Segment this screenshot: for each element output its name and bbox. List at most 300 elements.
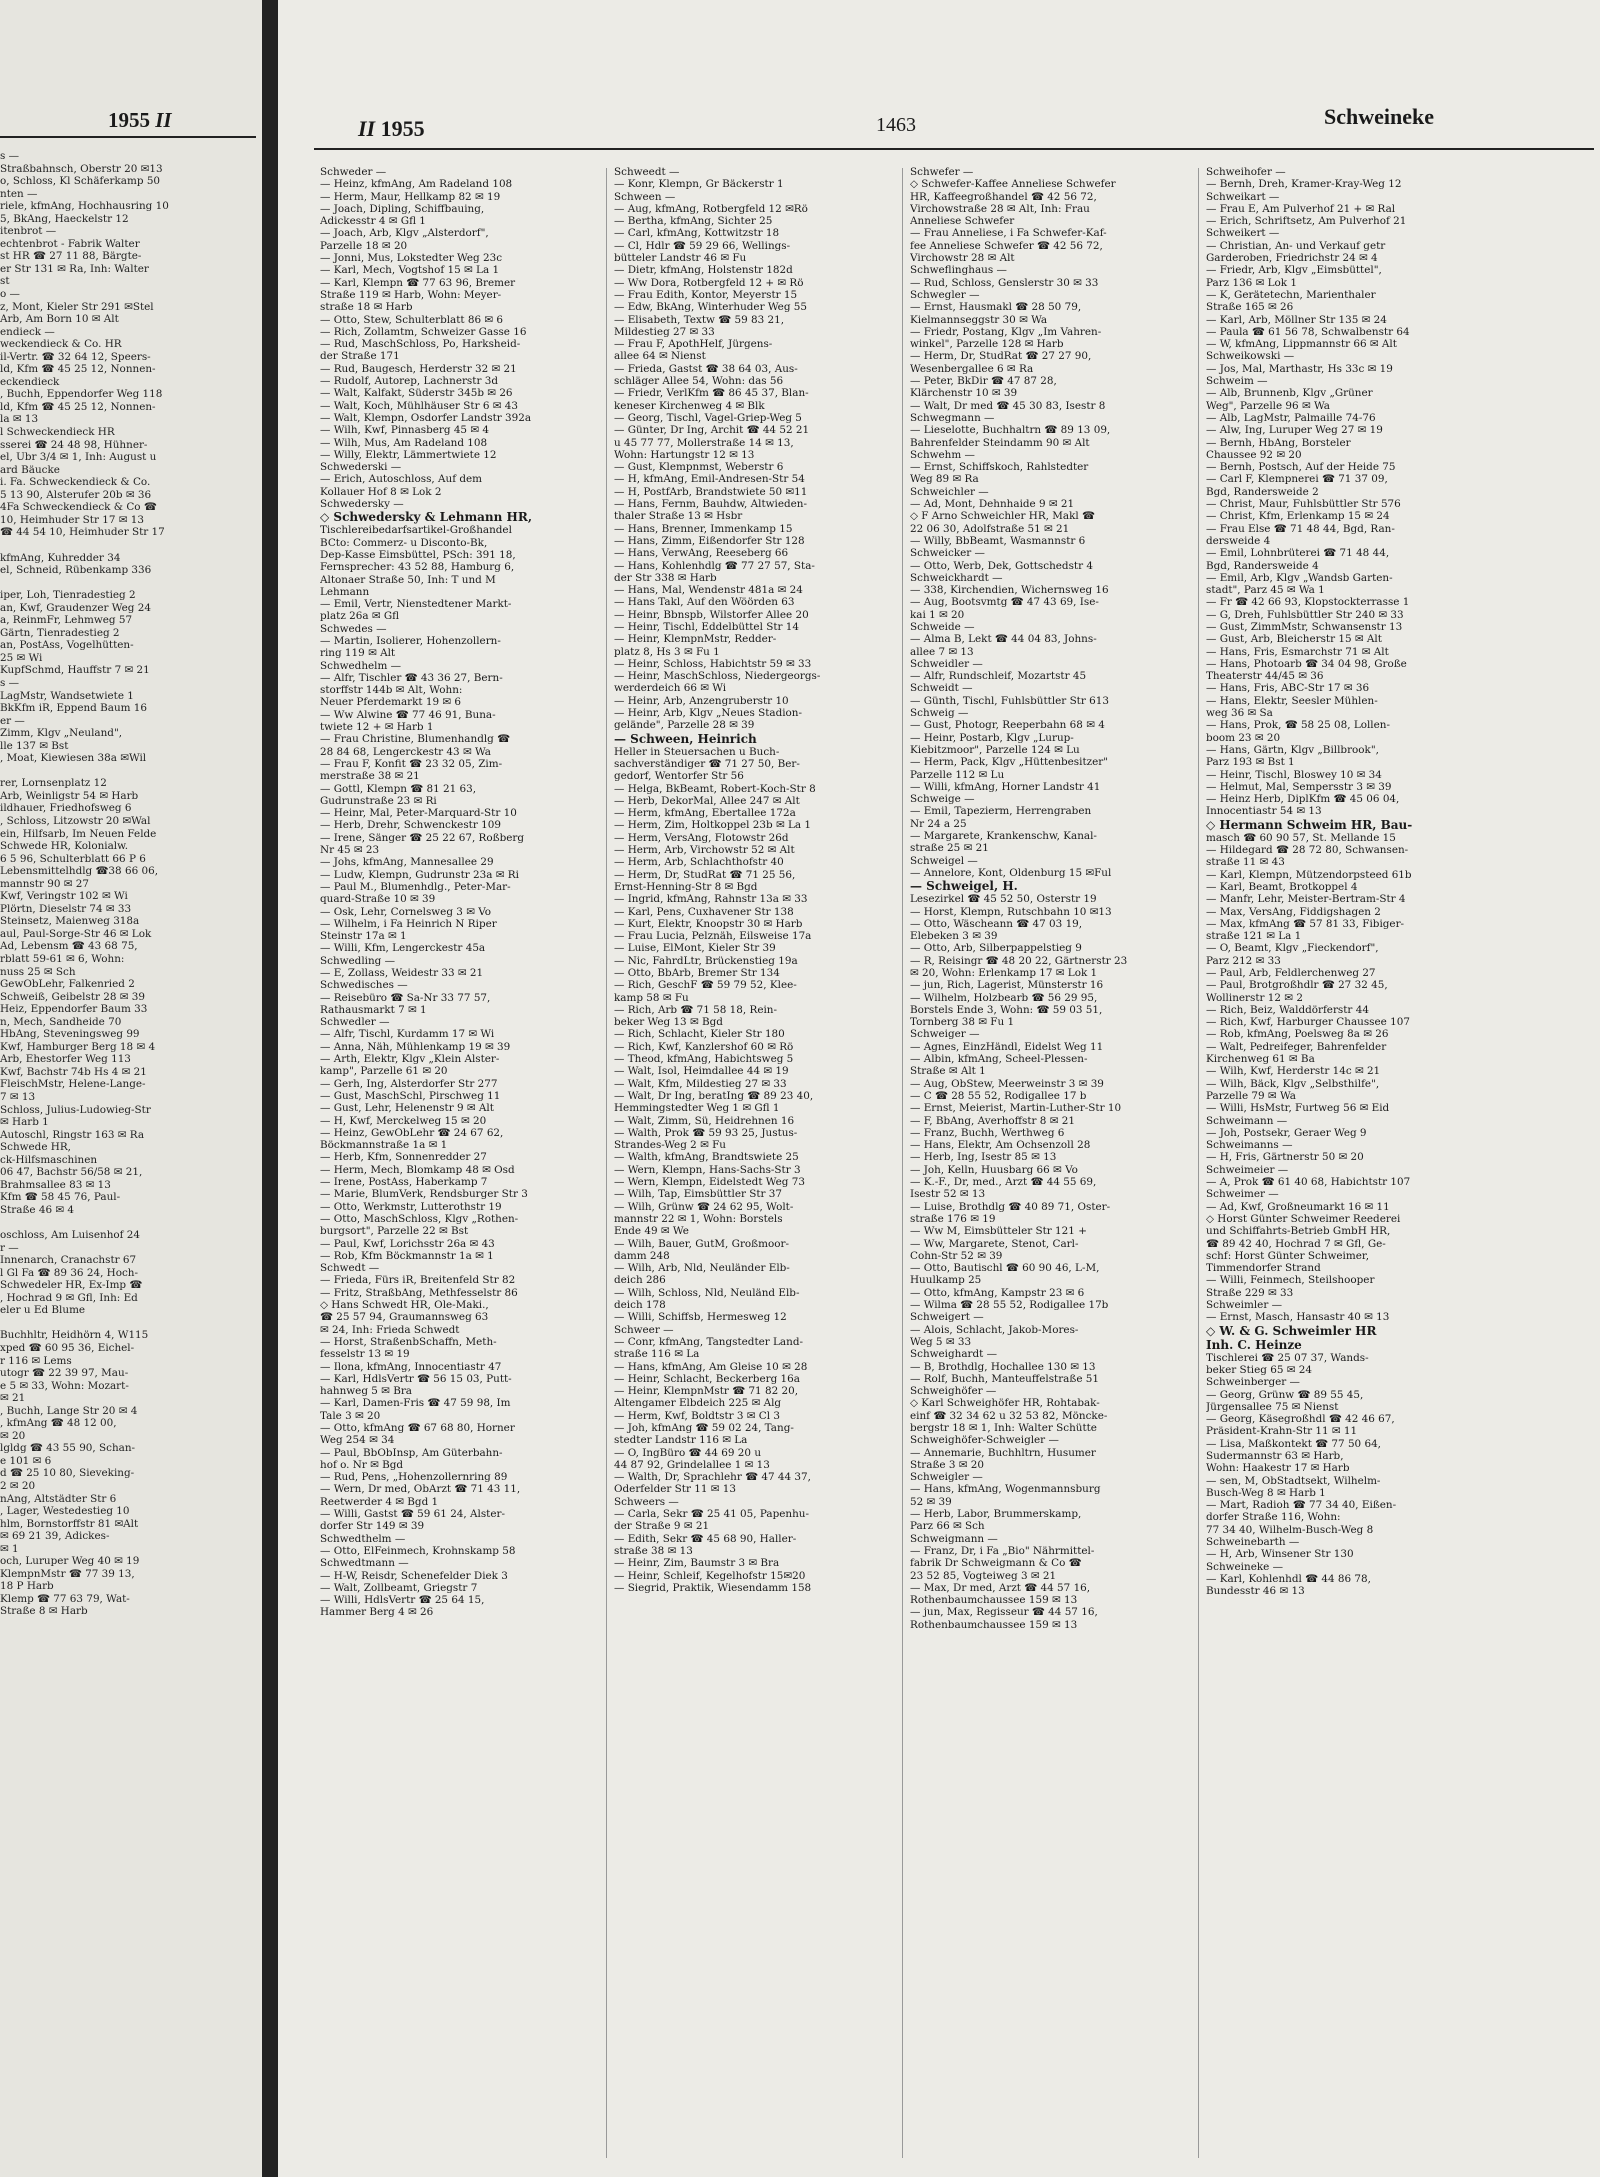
left-page-header xyxy=(108,108,172,133)
directory-entry: — Max, VersAng, Fiddigshagen 2 xyxy=(1206,905,1381,918)
directory-entry: Isestr 52 ✉ 13 xyxy=(910,1188,986,1201)
directory-entry: Huulkamp 25 xyxy=(910,1274,982,1287)
surname-heading: Schweimann — xyxy=(1206,1114,1288,1127)
directory-entry: kai 1 ✉ 20 xyxy=(910,608,965,621)
directory-entry: gedorf, Wentorfer Str 56 xyxy=(614,770,744,783)
right-year: 1955 xyxy=(380,116,425,141)
directory-entry: — Rich, Kwf, Kanzlershof 60 ✉ Rö xyxy=(614,1040,794,1053)
left-page-line: utogr ☎ 22 39 97, Mau- xyxy=(0,1367,129,1380)
page-number: 1463 xyxy=(876,114,916,136)
directory-entry: Straße ✉ Alt 1 xyxy=(910,1065,986,1078)
directory-entry: — Günth, Tischl, Fuhlsbüttler Str 613 xyxy=(910,694,1109,707)
directory-entry: — Erich, Schriftsetz, Am Pulverhof 21 xyxy=(1206,215,1407,228)
directory-entry: Jürgensallee 75 ✉ Nienst xyxy=(1206,1400,1339,1413)
directory-entry: boom 23 ✉ 20 xyxy=(1206,731,1281,744)
directory-entry: — Wilh, Kwf, Herderstr 14c ✉ 21 xyxy=(1206,1065,1381,1078)
directory-entry: Tornberg 38 ✉ Fu 1 xyxy=(910,1016,1015,1029)
left-page-line: ld, Kfm ☎ 45 25 12, Nonnen- xyxy=(0,363,156,376)
left-page-line: , Buchh, Lange Str 20 ✉ 4 xyxy=(0,1404,138,1417)
directory-entry: — Jos, Mal, Marthastr, Hs 33c ✉ 19 xyxy=(1206,362,1393,375)
directory-entry: — Paul, Kwf, Lorichsstr 26a ✉ 43 xyxy=(320,1237,495,1250)
directory-entry: — A, Prok ☎ 61 40 68, Habichtstr 107 xyxy=(1206,1176,1411,1189)
directory-entry: — Luise, ElMont, Kieler Str 39 xyxy=(614,942,776,955)
directory-entry: — Friedr, Arb, Klgv „Eimsbüttel", xyxy=(1206,264,1382,277)
directory-entry: Straße 119 ✉ Harb, Wohn: Meyer- xyxy=(320,288,502,301)
directory-entry: — Agnes, EinzHändl, Eidelst Weg 11 xyxy=(910,1040,1104,1053)
directory-entry: — jun, Max, Regisseur ☎ 44 57 16, xyxy=(910,1606,1098,1619)
directory-entry: — Alb, LagMstr, Palmaille 74-76 xyxy=(1206,411,1376,424)
directory-entry: allee 7 ✉ 13 xyxy=(910,645,974,658)
directory-entry: — Ernst, Hausmakl ☎ 28 50 79, xyxy=(910,301,1082,314)
left-page-line: ☎ 44 54 10, Heimhuder Str 17 xyxy=(0,526,165,539)
left-page-line: 2 ✉ 20 xyxy=(0,1479,36,1492)
directory-entry: — Wern, Klempn, Hans-Sachs-Str 3 xyxy=(614,1163,801,1176)
directory-entry: — Walt, Dr Ing, beratIng ☎ 89 23 40, xyxy=(614,1089,814,1102)
surname-heading: Schweder — xyxy=(320,166,387,178)
directory-entry: — Hildegard ☎ 28 72 80, Schwansen- xyxy=(1206,844,1409,857)
directory-entry: — Heinr, Bbnspb, Wilstorfer Allee 20 xyxy=(614,608,809,621)
directory-entry: Borstels Ende 3, Wohn: ☎ 59 03 51, xyxy=(910,1003,1103,1016)
directory-entry: Klärchenstr 10 ✉ 39 xyxy=(910,387,1018,400)
directory-entry: — Willi, Feinmech, Steilshooper xyxy=(1206,1274,1375,1287)
directory-entry: Altonaer Straße 50, Inh: T und M xyxy=(320,573,496,586)
left-page-line: , Buchh, Eppendorfer Weg 118 xyxy=(0,388,163,401)
directory-entry: Straße 165 ✉ 26 xyxy=(1206,301,1294,314)
directory-column-4 xyxy=(1206,166,1496,2166)
directory-entry: — Franz, Dr, i Fa „Bio" Nährmittel- xyxy=(910,1544,1095,1557)
directory-entry: — Hans, Brenner, Immenkamp 15 xyxy=(614,522,793,535)
left-page-line: Autoschl, Ringstr 163 ✉ Ra xyxy=(0,1128,145,1141)
left-page-line: Straße 8 ✉ Harb xyxy=(0,1605,88,1618)
directory-entry: ◇ W. & G. Schweimler HR xyxy=(1206,1323,1377,1338)
surname-heading: Schweihofer — xyxy=(1206,166,1286,178)
directory-entry: — Konr, Klempn, Gr Bäckerstr 1 xyxy=(614,178,784,191)
directory-entry: ◇ Hermann Schweim HR, Bau- xyxy=(1206,817,1413,832)
directory-entry: — Georg, Käsegroßhdl ☎ 42 46 67, xyxy=(1206,1413,1395,1426)
left-page-line: Innenarch, Cranachstr 67 xyxy=(0,1254,137,1267)
directory-entry: — Aug, ObStew, Meerweinstr 3 ✉ 39 xyxy=(910,1077,1104,1090)
left-page-line: Plörtn, Dieselstr 74 ✉ 33 xyxy=(0,902,132,915)
surname-heading: Schweikowski — xyxy=(1206,350,1295,363)
directory-entry: 23 52 85, Vogteiweg 3 ✉ 21 xyxy=(910,1569,1057,1582)
directory-entry: Rathausmarkt 7 ✉ 1 xyxy=(320,1003,427,1016)
directory-entry: ring 119 ✉ Alt xyxy=(320,647,396,660)
directory-entry: straße 25 ✉ 21 xyxy=(910,842,989,855)
directory-entry: Theaterstr 44/45 ✉ 36 xyxy=(1206,670,1324,683)
directory-entry: — Herm, Arb, Schlachthofstr 40 xyxy=(614,856,784,869)
directory-entry: Timmendorfer Strand xyxy=(1206,1262,1321,1275)
left-page-line: Zimm, Klgv „Neuland", xyxy=(0,727,123,740)
surname-heading: Schweflinghaus — xyxy=(910,264,1007,277)
directory-entry: — Herb, DekorMal, Allee 247 ✉ Alt xyxy=(614,794,800,807)
directory-entry: — Emil, Tapezierm, Herrengraben xyxy=(910,805,1092,818)
directory-entry: — Hans, Zimm, Eißendorfer Str 128 xyxy=(614,534,805,547)
directory-entry: — Walt, Klempn, Osdorfer Landstr 392a xyxy=(320,411,532,424)
left-page-line: echtenbrot - Fabrik Walter xyxy=(0,237,140,250)
directory-entry: — Frieda, Fürs iR, Breitenfeld Str 82 xyxy=(320,1274,516,1287)
surname-heading: Schweickhardt — xyxy=(910,571,1003,584)
directory-entry: — Heinz, GewObLehr ☎ 24 67 62, xyxy=(320,1126,504,1139)
directory-entry: — Ernst, Meierist, Martin-Luther-Str 10 xyxy=(910,1102,1122,1115)
surname-heading: Schween — xyxy=(614,190,676,203)
directory-entry: damm 248 xyxy=(614,1249,670,1262)
left-page-line: Buchhltr, Heidhörn 4, W115 xyxy=(0,1329,149,1342)
directory-entry: — K.-F., Dr, med., Arzt ☎ 44 55 69, xyxy=(910,1176,1097,1189)
directory-entry: straße 116 ✉ La xyxy=(614,1348,700,1361)
directory-entry: — Heinr, MaschSchloss, Niedergeorgs- xyxy=(614,670,821,683)
directory-column-1 xyxy=(320,166,602,2166)
directory-entry: straße 11 ✉ 43 xyxy=(1206,856,1285,869)
left-page-line: weckendieck & Co. HR xyxy=(0,338,122,351)
surname-heading: Schweimler — xyxy=(1206,1299,1282,1312)
left-page-line: e 5 ✉ 33, Wohn: Mozart- xyxy=(0,1379,129,1392)
directory-entry: — Hans, Fris, Esmarchstr 71 ✉ Alt xyxy=(1206,645,1389,658)
directory-entry: hof o. Nr ✉ Bgd xyxy=(320,1458,404,1471)
directory-entry: Kiebitzmoor", Parzelle 124 ✉ Lu xyxy=(910,743,1080,756)
directory-entry: beker Weg 13 ✉ Bgd xyxy=(614,1016,723,1029)
directory-entry: — Wilh, Schloss, Nld, Neuländ Elb- xyxy=(614,1286,800,1299)
directory-entry: Garderoben, Friedrichstr 24 ✉ 4 xyxy=(1206,252,1378,265)
directory-entry: — Walt, Kalfakt, Süderstr 345b ✉ 26 xyxy=(320,387,513,400)
directory-entry: — Ww M, Eimsbütteler Str 121 + xyxy=(910,1225,1087,1238)
left-page-line: Arb, Am Born 10 ✉ Alt xyxy=(0,313,119,326)
directory-entry: — Luise, Brothdlg ☎ 40 89 71, Oster- xyxy=(910,1200,1111,1213)
left-page-line: Arb, Ehestorfer Weg 113 xyxy=(0,1053,131,1066)
directory-entry: — Wilh, Bäck, Klgv „Selbsthilfe", xyxy=(1206,1077,1380,1090)
left-page-line: xped ☎ 60 95 36, Eichel- xyxy=(0,1341,135,1354)
directory-entry: — Willi, HdlsVertr ☎ 25 64 15, xyxy=(320,1594,485,1607)
directory-entry: dersweide 4 xyxy=(1206,534,1271,547)
directory-entry: — Heinr, Arb, Klgv „Neues Stadion- xyxy=(614,707,803,720)
directory-entry: der Str 338 ✉ Harb xyxy=(614,571,717,584)
directory-entry: — Franz, Buchh, Werthweg 6 xyxy=(910,1126,1065,1139)
left-page-line: Kwf, Hamburger Berg 18 ✉ 4 xyxy=(0,1040,156,1053)
left-page-line xyxy=(0,577,258,590)
directory-entry: — Frieda, Gastst ☎ 38 64 03, Aus- xyxy=(614,362,798,375)
directory-entry: — Ernst, Masch, Hansastr 40 ✉ 13 xyxy=(1206,1311,1390,1324)
surname-heading: Schweimer — xyxy=(1206,1188,1279,1201)
left-page-line: Schwedeler HR, Ex-Imp ☎ xyxy=(0,1279,143,1292)
directory-entry: — Otto, Bautischl ☎ 60 90 46, L-M, xyxy=(910,1262,1100,1275)
directory-entry: — Schween, Heinrich xyxy=(614,731,757,746)
directory-entry: kamp", Parzelle 61 ✉ 20 xyxy=(320,1065,448,1078)
directory-entry: — Heinr, Tischl, Bloswey 10 ✉ 34 xyxy=(1206,768,1382,781)
surname-heading: Schweige — xyxy=(910,793,975,806)
left-page-line: sserei ☎ 24 48 98, Hühner- xyxy=(0,438,148,451)
directory-entry: — Bertha, kfmAng, Sichter 25 xyxy=(614,215,773,228)
directory-entry: Parzelle 112 ✉ Lu xyxy=(910,768,1005,781)
left-part: II xyxy=(155,108,172,132)
directory-entry: — Schweigel, H. xyxy=(910,879,1018,894)
left-page-line: er — xyxy=(0,714,25,727)
directory-entry: — Christ, Kfm, Erlenkamp 15 ✉ 24 xyxy=(1206,510,1390,523)
directory-entry: — Hans Takl, Auf den Wöörden 63 xyxy=(614,596,795,609)
directory-entry: — Heinz, kfmAng, Am Radeland 108 xyxy=(320,178,513,191)
directory-entry: — B, Brothdlg, Hochallee 130 ✉ 13 xyxy=(910,1360,1096,1373)
directory-entry: deich 178 xyxy=(614,1299,666,1312)
directory-entry: — Nic, FahrdLtr, Brückenstieg 19a xyxy=(614,954,798,967)
directory-entry: schläger Allee 54, Wohn: das 56 xyxy=(614,375,784,388)
directory-entry: — Max, kfmAng ☎ 57 81 33, Fibiger- xyxy=(1206,917,1405,930)
directory-entry: ◇ F Arno Schweichler HR, Makl ☎ xyxy=(910,510,1095,523)
directory-entry: ◇ Horst Günter Schweimer Reederei xyxy=(1206,1212,1401,1225)
directory-entry: — Alois, Schlacht, Jakob-Mores- xyxy=(910,1323,1079,1336)
directory-entry: hahnweg 5 ✉ Bra xyxy=(320,1385,412,1398)
left-page-line xyxy=(0,765,258,778)
surname-heading: Schweimanns — xyxy=(1206,1139,1293,1152)
directory-entry: — Emil, Vertr, Nienstedtener Markt- xyxy=(320,598,512,611)
directory-entry: — Karl, Kohlenhdl ☎ 44 86 78, xyxy=(1206,1572,1371,1585)
left-page-line: , Moat, Kiewiesen 38a ✉Wil xyxy=(0,752,147,765)
directory-entry: 22 06 30, Adolfstraße 51 ✉ 21 xyxy=(910,522,1070,535)
directory-entry: — 338, Kirchendien, Wichernsweg 16 xyxy=(910,584,1109,597)
left-page-line: Steinsetz, Maienweg 318a xyxy=(0,915,140,928)
left-page-line: 18 P Harb xyxy=(0,1580,54,1593)
directory-entry: Nr 24 a 25 xyxy=(910,817,967,830)
surname-heading: Schwedisches — xyxy=(320,979,408,992)
directory-entry: — Irene, PostAss, Haberkamp 7 xyxy=(320,1176,488,1189)
directory-entry: — Walth, Prok ☎ 59 93 25, Justus- xyxy=(614,1126,798,1139)
directory-entry: — Joach, Dipling, Schiffbauing, xyxy=(320,202,485,215)
directory-entry: — Conr, kfmAng, Tangstedter Land- xyxy=(614,1335,803,1348)
directory-entry: — Karl, Klempn ☎ 77 63 96, Bremer xyxy=(320,276,516,289)
left-page-line: ✉ 21 xyxy=(0,1392,26,1405)
directory-entry: — Herm, Pack, Klgv „Hüttenbesitzer" xyxy=(910,756,1109,769)
directory-entry: ✉ 24, Inh: Frieda Schwedt xyxy=(320,1323,460,1336)
left-page-line: n, Mech, Sandheide 70 xyxy=(0,1015,122,1028)
directory-entry: — Herm, Dr, StudRat ☎ 27 27 90, xyxy=(910,350,1092,363)
left-page-line: a, ReinmFr, Lehmweg 57 xyxy=(0,614,133,627)
directory-entry: — Rich, GeschF ☎ 59 79 52, Klee- xyxy=(614,979,797,992)
directory-entry: straße 18 ✉ Harb xyxy=(320,301,413,314)
left-page-line: , Schloss, Litzowstr 20 ✉Wal xyxy=(0,814,151,827)
directory-entry: — Hans, Fernm, Bauhdw, Altwieden- xyxy=(614,498,807,511)
directory-entry: — O, Beamt, Klgv „Fieckendorf", xyxy=(1206,942,1379,955)
left-page-line: la ✉ 13 xyxy=(0,413,39,426)
directory-entry: — Joach, Arb, Klgv „Alsterdorf", xyxy=(320,227,489,240)
surname-heading: Schweigmann — xyxy=(910,1532,998,1545)
directory-entry: Heller in Steuersachen u Buch- xyxy=(614,745,780,758)
directory-entry: Oderfelder Str 11 ✉ 13 xyxy=(614,1483,736,1496)
directory-entry: Lehmann xyxy=(320,585,370,598)
directory-entry: Wollinerstr 12 ✉ 2 xyxy=(1206,991,1303,1004)
directory-entry: — Frau Anneliese, i Fa Schwefer-Kaf- xyxy=(910,227,1107,240)
directory-entry: — Otto, Stew, Schulterblatt 86 ✉ 6 xyxy=(320,313,504,326)
directory-entry: Straße 3 ✉ 20 xyxy=(910,1458,984,1471)
directory-entry: — Willy, BbBeamt, Wasmannstr 6 xyxy=(910,534,1086,547)
directory-entry: burgsort", Parzelle 22 ✉ Bst xyxy=(320,1225,469,1238)
directory-entry: — Paul, Arb, Feldlerchenweg 27 xyxy=(1206,967,1376,979)
directory-entry: — Edw, BkAng, Winterhuder Weg 55 xyxy=(614,301,807,314)
surname-heading: Schweikart — xyxy=(1206,190,1280,203)
directory-entry: — Fr ☎ 42 66 93, Klopstockterrasse 1 xyxy=(1206,596,1410,609)
left-page-line: st xyxy=(0,275,10,288)
directory-entry: — Frau Lucia, Pelznäh, Eilsweise 17a xyxy=(614,930,812,943)
directory-entry: Parz 193 ✉ Bst 1 xyxy=(1206,756,1295,769)
directory-entry: — Rich, Arb ☎ 71 58 18, Rein- xyxy=(614,1003,778,1016)
directory-entry: Elebeken 3 ✉ 39 xyxy=(910,930,998,943)
directory-entry: — Ad, Mont, Dehnhaide 9 ✉ 21 xyxy=(910,498,1075,511)
surname-heading: Schweim — xyxy=(1206,375,1268,388)
directory-entry: — Martin, Isolierer, Hohenzollern- xyxy=(320,634,501,647)
directory-entry: Weg", Parzelle 96 ✉ Wa xyxy=(1206,399,1330,412)
directory-entry: — Rich, Schlacht, Kieler Str 180 xyxy=(614,1028,785,1041)
directory-entry: — Otto, Werkmstr, Lutterothstr 19 xyxy=(320,1200,502,1213)
surname-heading: Schweinebarth — xyxy=(1206,1536,1300,1549)
directory-entry: u 45 77 77, Mollerstraße 14 ✉ 13, xyxy=(614,436,794,449)
left-page-line: 5, BkAng, Haeckelstr 12 xyxy=(0,212,129,225)
directory-entry: — Heinr, Arb, Anzengruberstr 10 xyxy=(614,694,789,707)
directory-entry: keneser Kirchenweg 4 ✉ Blk xyxy=(614,399,765,412)
directory-entry: — Herb, Kfm, Sonnenredder 27 xyxy=(320,1151,487,1164)
directory-entry: — Karl, Mech, Vogtshof 15 ✉ La 1 xyxy=(320,264,500,277)
directory-entry: — Bernh, Dreh, Kramer-Kray-Weg 12 xyxy=(1206,178,1402,191)
directory-entry: — W, kfmAng, Lippmannstr 66 ✉ Alt xyxy=(1206,338,1397,351)
directory-entry: Hemmingstedter Weg 1 ✉ Gfl 1 xyxy=(614,1102,780,1115)
directory-entry: Strandes-Weg 2 ✉ Fu xyxy=(614,1139,726,1152)
directory-entry: — Ingrid, kfmAng, Rahnstr 13a ✉ 33 xyxy=(614,893,808,906)
surname-heading: Schwedhelm — xyxy=(320,659,402,672)
directory-entry: — Frau E, Am Pulverhof 21 + ✉ Ral xyxy=(1206,202,1396,215)
directory-entry: — Dietr, kfmAng, Holstenstr 182d xyxy=(614,264,793,277)
directory-entry: — Alma B, Lekt ☎ 44 04 83, Johns- xyxy=(910,633,1097,646)
directory-entry: Wohn: Hartungstr 12 ✉ 13 xyxy=(614,448,755,461)
surname-heading: Schwedler — xyxy=(320,1016,390,1029)
directory-entry: Weg 254 ✉ 34 xyxy=(320,1434,395,1447)
left-page-line: z, Mont, Kieler Str 291 ✉Stel xyxy=(0,300,154,313)
left-page-line: an, PostAss, Vogelhütten- xyxy=(0,639,134,652)
directory-entry: — G, Dreh, Fuhlsbüttler Str 240 ✉ 33 xyxy=(1206,608,1404,621)
directory-entry: — Cl, Hdlr ☎ 59 29 66, Wellings- xyxy=(614,239,791,252)
directory-entry: — Ww Dora, Rotbergfeld 12 + ✉ Rö xyxy=(614,276,804,289)
directory-entry: twiete 12 + ✉ Harb 1 xyxy=(320,721,434,734)
surname-heading: Schweikert — xyxy=(1206,227,1280,240)
directory-entry: quard-Straße 10 ✉ 39 xyxy=(320,893,436,906)
directory-entry: beker Stieg 65 ✉ 24 xyxy=(1206,1363,1312,1376)
directory-column-2 xyxy=(614,166,898,2166)
directory-entry: — Rudolf, Autorep, Lachnerstr 3d xyxy=(320,375,498,388)
directory-entry: — Alw, Ing, Luruper Weg 27 ✉ 19 xyxy=(1206,424,1383,437)
left-page-line: ✉ 20 xyxy=(0,1429,26,1442)
directory-entry: Fernsprecher: 43 52 88, Hamburg 6, xyxy=(320,561,515,574)
left-page-line xyxy=(0,1216,258,1229)
directory-entry: — Karl, Klempn, Mützendorpsteed 61b xyxy=(1206,868,1412,881)
directory-entry: — Marie, BlumVerk, Rendsburger Str 3 xyxy=(320,1188,528,1201)
directory-entry: — Walt, Kfm, Mildestieg 27 ✉ 33 xyxy=(614,1077,787,1090)
directory-entry: Bgd, Randersweide 2 xyxy=(1206,485,1319,498)
left-page-line: o, Schloss, Kl Schäferkamp 50 xyxy=(0,175,161,188)
directory-entry: — Christ, Maur, Fuhlsbüttler Str 576 xyxy=(1206,498,1401,511)
surname-heading: Schweighardt — xyxy=(910,1348,998,1361)
right-page xyxy=(278,0,1600,2177)
left-page-line: rblatt 59-61 ✉ 6, Wohn: xyxy=(0,953,125,965)
left-page-line: ard Bäucke xyxy=(0,463,60,476)
surname-heading: Schweedt — xyxy=(614,166,680,178)
directory-entry: — Willi, Gastst ☎ 59 61 24, Alster- xyxy=(320,1508,505,1521)
directory-entry: — Frau F, Konfit ☎ 23 32 05, Zim- xyxy=(320,757,503,770)
directory-entry: werderdeich 66 ✉ Wi xyxy=(614,682,727,695)
left-page-line: nuss 25 ✉ Sch xyxy=(0,965,76,978)
directory-entry: — Fritz, StraßbAng, Methfesselstr 86 xyxy=(320,1286,518,1299)
directory-entry: fee Anneliese Schwefer ☎ 42 56 72, xyxy=(910,239,1103,252)
left-page-line: nAng, Altstädter Str 6 xyxy=(0,1492,117,1505)
directory-column-3 xyxy=(910,166,1194,2166)
directory-entry: — Rich, Zollamtm, Schweizer Gasse 16 xyxy=(320,325,527,338)
directory-entry: — Aug, kfmAng, Rotbergfeld 12 ✉Rö xyxy=(614,202,808,215)
directory-entry: — Karl, Beamt, Brotkoppel 4 xyxy=(1206,880,1358,893)
directory-entry: — Ludw, Klempn, Gudrunstr 23a ✉ Ri xyxy=(320,868,519,881)
directory-entry: — Lisa, Maßkontekt ☎ 77 50 64, xyxy=(1206,1437,1381,1450)
left-page-line: Straße 46 ✉ 4 xyxy=(0,1203,74,1216)
directory-entry: — Heinr, KlempnMstr, Redder- xyxy=(614,633,777,646)
surname-heading: Schwedthelm — xyxy=(320,1532,406,1545)
directory-entry: Rothenbaumchaussee 159 ✉ 13 xyxy=(910,1594,1078,1607)
directory-entry: — Margarete, Krankenschw, Kanal- xyxy=(910,830,1097,843)
directory-entry: — Hans, Mal, Wendenstr 481a ✉ 24 xyxy=(614,584,803,597)
directory-entry: — Wilh, Tap, Eimsbüttler Str 37 xyxy=(614,1188,783,1201)
directory-entry: — Walt, Dr med ☎ 45 30 83, Isestr 8 xyxy=(910,399,1106,412)
left-page xyxy=(0,0,262,2177)
directory-entry: straße 38 ✉ 13 xyxy=(614,1544,693,1557)
directory-entry: dorfer Str 149 ✉ 39 xyxy=(320,1520,425,1533)
directory-entry: Weg 89 ✉ Ra xyxy=(910,473,979,486)
directory-entry: — Wilh, Grünw ☎ 24 62 95, Wolt- xyxy=(614,1200,794,1213)
left-page-line xyxy=(0,539,258,552)
directory-entry: — Otto, BbArb, Bremer Str 134 xyxy=(614,967,780,979)
left-page-line: Schloss, Julius-Ludowieg-Str xyxy=(0,1103,151,1116)
left-page-line: hlm, Bornstorffstr 81 ✉Alt xyxy=(0,1517,139,1530)
left-header-rule xyxy=(0,136,256,138)
directory-entry: 77 34 40, Wilhelm-Busch-Weg 8 xyxy=(1206,1523,1374,1536)
directory-entry: — Edith, Sekr ☎ 45 68 90, Haller- xyxy=(614,1532,797,1545)
directory-entry: Rothenbaumchaussee 159 ✉ 13 xyxy=(910,1618,1078,1631)
left-page-line: eler u Ed Blume xyxy=(0,1304,86,1317)
directory-entry: stadt", Parz 45 ✉ Wa 1 xyxy=(1206,584,1325,597)
directory-entry: mannstr 22 ✉ 1, Wohn: Borstels xyxy=(614,1212,783,1225)
directory-entry: — Gust, Lehr, Helenenstr 9 ✉ Alt xyxy=(320,1102,494,1115)
directory-entry: Nr 45 ✉ 23 xyxy=(320,844,380,857)
directory-entry: — Hans, Prok, ☎ 58 25 08, Lollen- xyxy=(1206,719,1390,732)
directory-entry: — Emil, Lohnbrüterei ☎ 71 48 44, xyxy=(1206,547,1390,560)
directory-entry: — Walt, Zollbeamt, Griegstr 7 xyxy=(320,1581,478,1594)
surname-heading: Schweicker — xyxy=(910,547,985,560)
directory-entry: ◇ Karl Schweighöfer HR, Rohtabak- xyxy=(910,1397,1100,1410)
directory-entry: — Gerh, Ing, Alsterdorfer Str 277 xyxy=(320,1077,498,1090)
directory-entry: — Hans, Elektr, Seesler Mühlen- xyxy=(1206,694,1378,707)
directory-entry: Steinstr 17a ✉ 1 xyxy=(320,930,407,943)
directory-entry: 52 ✉ 39 xyxy=(910,1495,952,1508)
left-page-line: , Lager, Westedestieg 10 xyxy=(0,1505,130,1518)
directory-entry: — Herb, Labor, Brummerskamp, xyxy=(910,1508,1082,1521)
surname-heading: Schwegmann — xyxy=(910,411,995,424)
directory-entry: dorfer Straße 116, Wohn: xyxy=(1206,1511,1341,1524)
directory-entry: — Gust, Photogr, Reeperbahn 68 ✉ 4 xyxy=(910,719,1105,732)
directory-entry: — Anna, Näh, Mühlenkamp 19 ✉ 39 xyxy=(320,1040,511,1053)
directory-entry: Neuer Pferdemarkt 19 ✉ 6 xyxy=(320,696,462,709)
surname-heading: Schweidt — xyxy=(910,682,973,695)
directory-entry: BCto: Commerz- u Disconto-Bk, xyxy=(320,536,488,549)
left-page-line xyxy=(0,1317,258,1330)
directory-entry: — Karl, HdlsVertr ☎ 56 15 03, Putt- xyxy=(320,1372,512,1385)
directory-entry: — Karl, Damen-Fris ☎ 47 59 98, Im xyxy=(320,1397,511,1410)
directory-entry: — Friedr, Postang, Klgv „Im Vahren- xyxy=(910,325,1102,338)
directory-entry: Parzelle 79 ✉ Wa xyxy=(1206,1089,1296,1102)
directory-entry: — Herm, Arb, Virchowstr 52 ✉ Alt xyxy=(614,844,795,857)
directory-entry: Böckmannstraße 1a ✉ 1 xyxy=(320,1139,448,1152)
left-page-line: 25 ✉ Wi xyxy=(0,651,43,664)
directory-entry: storffstr 144b ✉ Alt, Wohn: xyxy=(320,684,463,697)
directory-entry: — Hans, Elektr, Am Ochsenzoll 28 xyxy=(910,1139,1091,1152)
